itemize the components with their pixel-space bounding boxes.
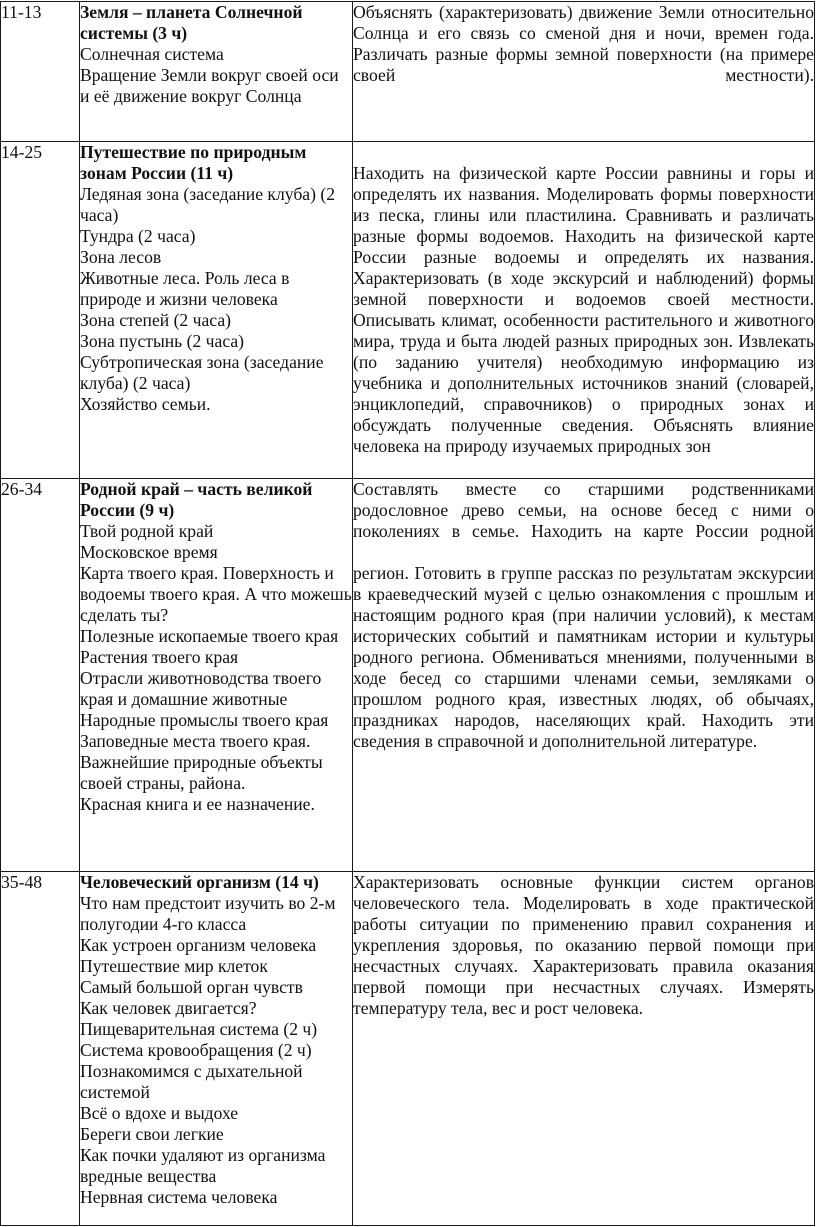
lesson-number: 14-25 bbox=[1, 142, 80, 479]
topic-item: Хозяйство семьи. bbox=[80, 394, 211, 414]
topic-item: Животные леса. Роль леса в природе и жизни человека bbox=[80, 268, 290, 309]
activities-text: Находить на физической карте России равнины и горы и определять их названия. Моделировать формы поверхности из песка, глины или пластилина. Сравнивать и различать разные формы водоемов. Находить на физической карте России разные водоемы и определять их названия. Характеризовать (в ходе экскурсий и наблюдений) формы земной поверхности и водоемов своей местности. Описывать климат, особенности растительного и животного мира, труда и быта людей разных природных зон. Извлекать (по заданию учителя) необходимую информацию из учебника и дополнительных источников знаний (словарей, энциклопедий, справочников) о природных зонах и обсуждать полученные сведения. Объяснять влияние человека на природу изучаемых природных зон bbox=[353, 163, 814, 456]
topic-item: Нервная система человека bbox=[80, 1187, 278, 1207]
topic-item: Как почки удаляют из организма вредные вещества bbox=[80, 1145, 326, 1186]
topic-item: Субтропическая зона (заседание клуба) (2 часа) bbox=[80, 352, 324, 393]
spacer bbox=[353, 142, 814, 163]
table-row bbox=[1, 479, 815, 872]
topic-item: Заповедные места твоего края. Важнейшие природные объекты своей страны, района. bbox=[80, 731, 323, 793]
topic-cell bbox=[80, 142, 353, 479]
topic-item: Вращение Земли вокруг своей оси и её движение вокруг Солнца bbox=[80, 65, 339, 106]
topic-title: Путешествие по природным зонам России (11 ч) bbox=[80, 142, 307, 183]
topic-item: Как устроен организм человека bbox=[80, 935, 317, 955]
topic-item: Отрасли животноводства твоего края и домашние животные bbox=[80, 668, 322, 709]
table-row bbox=[1, 2, 815, 142]
topic-item: Береги свои легкие bbox=[80, 1124, 224, 1144]
activities-cell bbox=[353, 2, 815, 142]
activities-cell bbox=[353, 872, 815, 1226]
topic-item: Твой родной край bbox=[80, 521, 214, 541]
topic-item: Московское время bbox=[80, 542, 218, 562]
topic-item: Как человек двигается? bbox=[80, 998, 257, 1018]
topic-cell bbox=[80, 479, 353, 872]
topic-item: Самый большой орган чувств bbox=[80, 977, 303, 997]
topic-title: Человеческий организм (14 ч) bbox=[80, 872, 319, 892]
activities-text: Объяснять (характеризовать) движение Земли относительно Солнца и его связь со сменой дня и ночи, времен года. Различать разные формы земной поверхности (на примере своей местности). bbox=[353, 2, 814, 85]
topic-item: Система кровообращения (2 ч) bbox=[80, 1040, 312, 1060]
topic-item: Народные промыслы твоего края bbox=[80, 710, 329, 730]
topic-item: Зона лесов bbox=[80, 247, 162, 267]
topic-item: Тундра (2 часа) bbox=[80, 226, 196, 246]
topic-cell bbox=[80, 2, 353, 142]
lesson-number: 11-13 bbox=[1, 2, 80, 142]
lesson-number: 35-48 bbox=[1, 872, 80, 1226]
topic-item: Растения твоего края bbox=[80, 647, 239, 667]
topic-item: Ледяная зона (заседание клуба) (2 часа) bbox=[80, 184, 335, 225]
topic-title: Родной край – часть великой России (9 ч) bbox=[80, 479, 313, 520]
topic-item: Что нам предстоит изучить во 2-м полугодии 4-го класса bbox=[80, 893, 336, 934]
topic-item: Пищеварительная система (2 ч) bbox=[80, 1019, 318, 1039]
activities-cell bbox=[353, 142, 815, 479]
topic-item: Красная книга и ее назначение. bbox=[80, 794, 315, 814]
topic-item: Карта твоего края. Поверхность и водоемы твоего края. А что можешь сделать ты? bbox=[80, 563, 352, 625]
spacer bbox=[353, 542, 814, 563]
activities-cell bbox=[353, 479, 815, 872]
topic-item: Зона степей (2 часа) bbox=[80, 310, 231, 330]
activities-text: Характеризовать основные функции систем органов человеческого тела. Моделировать в ходе практической работы ситуации по применению правил сохранения и укрепления здоровья, по оказанию первой помощи при несчастных случаях. Характеризовать правила оказания первой помощи при несчастных случаях. Измерять температуру тела, вес и рост человека. bbox=[353, 872, 814, 1018]
activities-text: Составлять вместе со старшими родственниками родословное древо семьи, на основе бесед с ними о поколениях в семье. Находить на карте России родной bbox=[353, 479, 814, 541]
topic-title: Земля – планета Солнечной системы (3 ч) bbox=[80, 2, 303, 43]
topic-item: Полезные ископаемые твоего края bbox=[80, 626, 339, 646]
topic-item: Зона пустынь (2 часа) bbox=[80, 331, 245, 351]
table-row bbox=[1, 872, 815, 1226]
topic-item: Солнечная система bbox=[80, 44, 224, 64]
activities-text: регион. Готовить в группе рассказ по результатам экскурсии в краеведческий музей с целью ознакомления с прошлым и настоящим родного края (при наличии условий), к местам исторических событий и памятникам истории и культуры родного региона. Обмениваться мнениями, полученными в ходе бесед со старшими членами семьи, земляками о прошлом родного края, известных людях, об обычаях, праздниках народов, населяющих край. Находить эти сведения в справочной и дополнительной литературе. bbox=[353, 563, 814, 751]
topic-item: Всё о вдохе и выдохе bbox=[80, 1103, 239, 1123]
curriculum-table bbox=[0, 1, 815, 1226]
topic-item: Путешествие мир клеток bbox=[80, 956, 268, 976]
lesson-number: 26-34 bbox=[1, 479, 80, 872]
topic-item: Познакомимся с дыхательной системой bbox=[80, 1061, 303, 1102]
topic-cell bbox=[80, 872, 353, 1226]
table-row bbox=[1, 142, 815, 479]
